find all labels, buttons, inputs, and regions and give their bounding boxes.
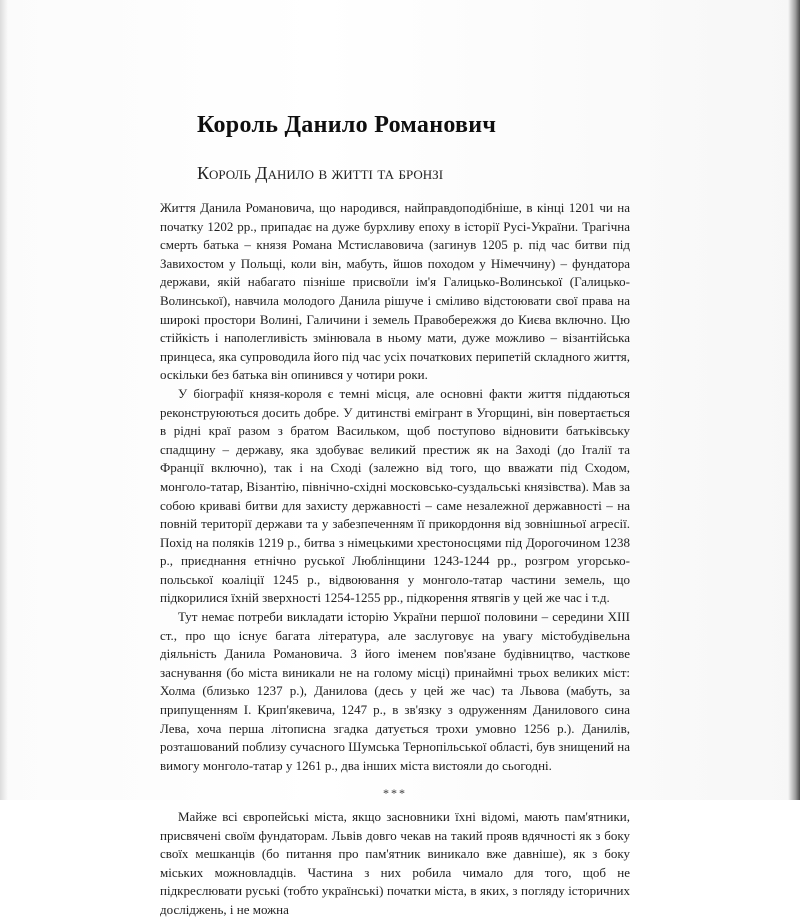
paragraph-1: Життя Данила Романовича, що народився, найправдоподібніше, в кінці 1201 чи на початку 1202 рр., припадає на дуже бурхливу епоху в історії Русі-України. Трагічна смерть батька – князя Романа Мстиславовича (загинув 1205 р. під час битви під Завихостом у Польщі, коли він, мабуть, йшов походом у Німеччину) – фундатора держави, якій набагато пізніше присвоїли ім'я Галицько-Волинської (Галицько-Волинської), навчила молодого Данила рішуче і сміливо відстоювати свої права на широкі простори Волині, Галичини і земель Правобережжя до Києва включно. Цю стійкість і наполегливість змінювала в ньому мати, дуже можливо – візантійська принцеса, яка супроводила його під час усіх початкових перипетій складного життя, оскільки без батька він опинився у чотири роки. (160, 200, 630, 383)
paragraph-4: Майже всі європейські міста, якщо засновники їхні відомі, мають пам'ятники, присвячені своїм фундаторам. Львів довго чекав на такий прояв вдячності як з боку своїх мешканців (бо питання про пам'ятник виникало вже давніше), як з боку міських можновладців. Частина з них робила чимало для того, щоб не підкреслювати руські (тобто українські) початки міста, в яких, з погляду історичних досліджень, і не можна (160, 809, 630, 917)
paragraph-2: У біографії князя-короля є темні місця, але основні факти життя піддаються реконструюються досить добре. У дитинстві емігрант в Угорщині, він повертається в рідні краї разом з братом Васильком, щоб поступово відновити батьківську спадщину – державу, яка здобуває великий престиж як на Заході (до Італії та Франції включно), так і на Сході (залежно від того, що вважати під Сходом, монголо-татар, Візантію, північно-східні московсько-суздальські князівства). Мав за собою криваві битви для захисту державності – саме незалежної державності – на повній території держави та у забезпеченням її прикордоння від зовнішньої агресії. Похід на поляків 1219 р., битва з німецькими хрестоносцями під Дорогочином 1238 р., приєднання етнічно руської Люблінщини 1243-1244 рр., розгром угорсько-польської коаліції 1245 р., відвоювання у монголо-татар частини земель, що підкорилися їхній зверхності 1254-1255 рр., підкорення ятвягів у цей же час і т.д. (160, 385, 630, 606)
section-title: Король Данило в житті та бронзі (197, 163, 444, 183)
paragraph-3: Тут немає потреби викладати історію України першої половини – середини XIII ст., про що існує багата література, але заслуговує на увагу містобудівельна діяльність Данила Романовича. З його іменем пов'язане будівництво, часткове заснування (бо міста виникали не на голому місці) принаймні трьох великих міст: Холма (близько 1237 р.), Данилова (десь у цей же час) та Львова (мабуть, за припущенням І. Крип'якевича, 1247 р., в зв'язку з одруженням Данилового сина Лева, хоча перша літописна згадка датується трохи умовно 1256 р.). Данилів, розташований поблизу сучасного Шумська Тернопільської області, був знищений на вимогу монголо-татар у 1261 р., два інших міста вистояли до сьогодні. (160, 609, 630, 773)
section-divider: *** (383, 786, 407, 801)
page-edge-shadow (788, 0, 800, 800)
body-text (160, 199, 630, 920)
page-gutter-shadow (0, 0, 8, 800)
chapter-title: Король Данило Романович (197, 112, 497, 138)
